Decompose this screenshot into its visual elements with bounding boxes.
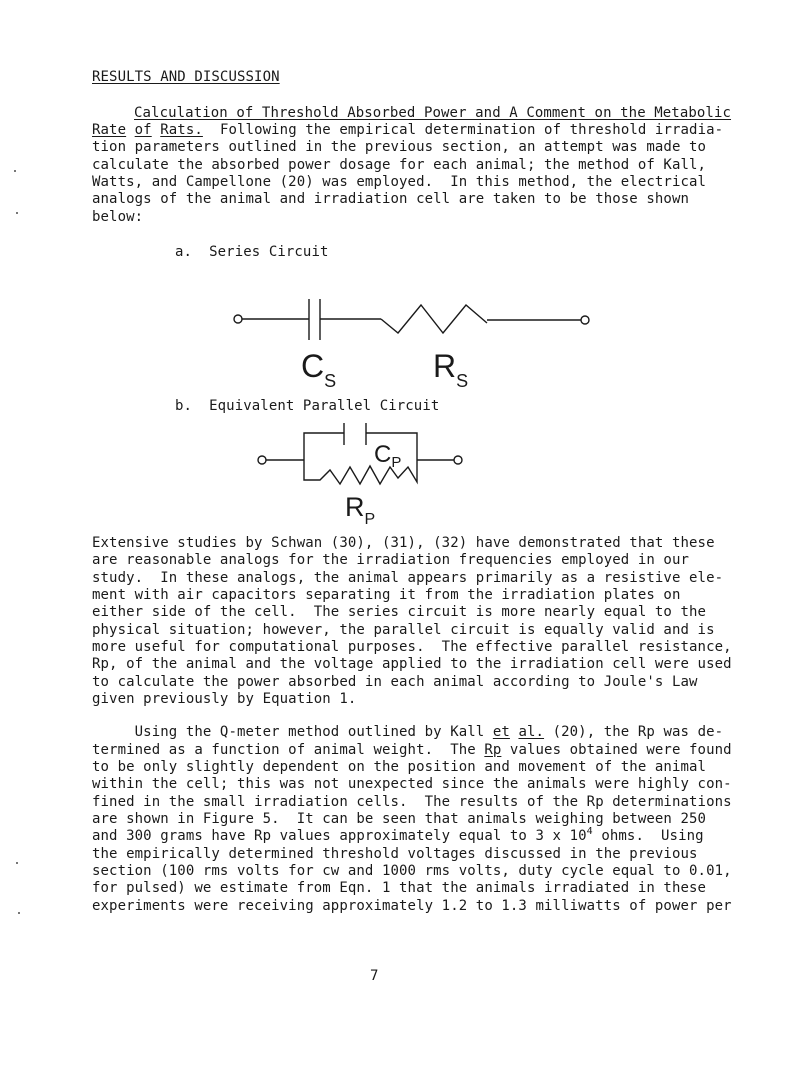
scan-speck [18,912,20,914]
exponent: 4 [586,826,593,837]
capacitor-label-cp: $C_P$ [374,441,402,471]
paragraph2-line: study. In these analogs, the animal appears primarily as a resistive ele- [92,570,724,586]
paragraph3-line: within the cell; this was not unexpected since the animals were highly con- [92,776,732,792]
terminal-left [258,456,266,464]
paragraph2-line: either side of the cell. The series circuit is more nearly equal to the [92,604,707,620]
series-circuit-diagram [234,299,589,340]
series-circuit-label: a. Series Circuit [175,244,329,260]
paragraph2-line: given previously by Equation 1. [92,691,357,707]
paragraph2-line: ment with air capacitors separating it from the irradiation plates on [92,587,681,603]
resistor-label-rp: $R_P$ [345,492,376,528]
page-number: 7 [370,968,379,984]
paragraph3-line: termined as a function of animal weight. The Rp values obtained were found [92,742,732,758]
scan-speck [14,170,16,172]
paragraph3-line: and 300 grams have Rp values approximately equal to 3 x $10^4$ ohms. Using [92,826,704,844]
parallel-circuit-label: b. Equivalent Parallel Circuit [175,398,440,414]
paragraph1-line: Watts, and Campellone (20) was employed. In this method, the electrical [92,174,707,190]
terminal-left [234,315,242,323]
resistor-zigzag [381,305,487,333]
paragraph1-line: calculate the absorbed power dosage for each animal; the method of Kall, [92,157,707,173]
paragraph3-line: experiments were receiving approximately 1.2 to 1.3 milliwatts of power per [92,898,732,914]
paragraph3-line: fined in the small irradiation cells. The results of the Rp determinations [92,794,732,810]
section-heading: RESULTS AND DISCUSSION [92,69,280,85]
paragraph3-line: section (100 rms volts for cw and 1000 rms volts, duty cycle equal to 0.01, [92,863,732,879]
paragraph1-line: below: [92,209,144,225]
subsection-title: Calculation of Threshold Absorbed Power and A Comment on the Metabolic [134,105,732,121]
paragraph2-line: are reasonable analogs for the irradiation frequencies employed in our [92,552,690,568]
paragraph2-line: physical situation; however, the parallel circuit is equally valid and is [92,622,715,638]
terminal-right [581,316,589,324]
paragraph3-line: are shown in Figure 5. It can be seen that animals weighing between 250 [92,811,707,827]
paragraph3-line: for pulsed) we estimate from Eqn. 1 that the animals irradiated in these [92,880,707,896]
terminal-right [454,456,462,464]
paragraph2-line: more useful for computational purposes. The effective parallel resistance, [92,639,732,655]
paragraph2-line: to calculate the power absorbed in each animal according to Joule's Law [92,674,698,690]
resistor-label-rs: $R_S$ [433,348,469,391]
paragraph1-line: Rate of Rats. Following the empirical determination of threshold irradia- [92,122,724,138]
paragraph3-line: the empirically determined threshold voltages discussed in the previous [92,846,698,862]
paragraph2-line: Rp, of the animal and the voltage applied to the irradiation cell were used [92,656,732,672]
scan-speck [16,862,18,864]
scan-speck [16,212,18,214]
paragraph3-line: to be only slightly dependent on the position and movement of the animal [92,759,707,775]
capacitor-label-cs: $C_S$ [301,348,337,391]
parallel-circuit-diagram [258,423,462,484]
paragraph2-line: Extensive studies by Schwan (30), (31), (32) have demonstrated that these [92,535,715,551]
paragraph1-line: analogs of the animal and irradiation cell are taken to be those shown [92,191,690,207]
paragraph3-line: Using the Q-meter method outlined by Kall et al. (20), the Rp was de- [92,724,724,740]
paragraph1-line: tion parameters outlined in the previous section, an attempt was made to [92,139,707,155]
